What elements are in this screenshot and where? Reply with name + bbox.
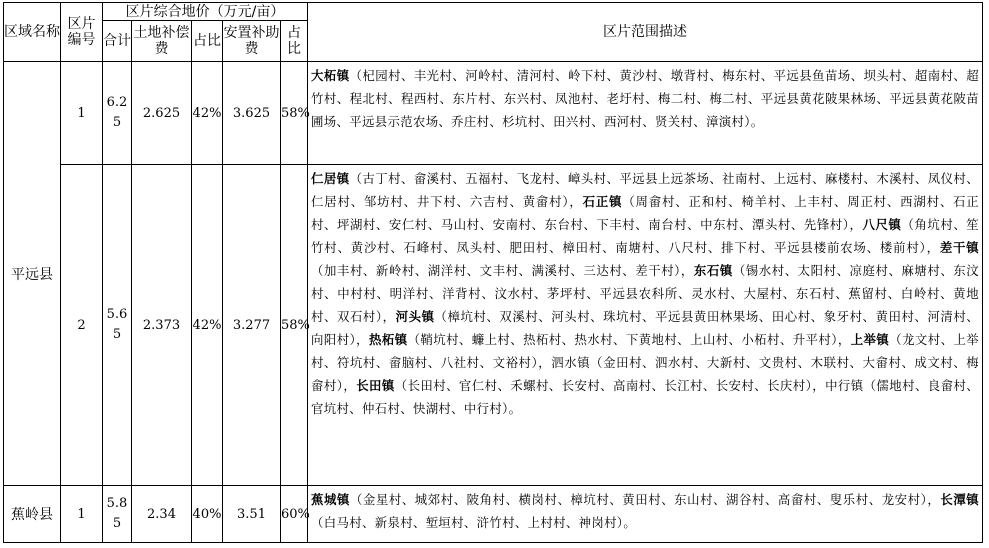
village-list: （樟坑村、双溪村、河头村、珠坑村、平远县黄田林果场、田心村、象牙村、黄田村、河清村、向阳村）， bbox=[311, 309, 980, 347]
town-name: 长田镇 bbox=[356, 378, 395, 393]
village-list: （杞园村、丰光村、河岭村、清河村、岭下村、黄沙村、墩背村、梅东村、平远县鱼苗场、坝头村、超南村、超竹村、程北村、程西村、东片村、东兴村、凤池村、老圩村、梅二村、梅二村、平远县黄花陂果林场、平远县黄花陂苗圃场、平远县示范农场、乔庄村、杉坑村、田兴村、西河村、贤关村、漳演村）。 bbox=[311, 68, 980, 129]
land-compensation-cell: 2.34 bbox=[132, 486, 192, 543]
town-name: 蕉城镇 bbox=[311, 492, 350, 507]
village-list: （加丰村、新岭村、湖洋村、文丰村、满溪村、三达村、差干村）， bbox=[311, 263, 694, 278]
table-row bbox=[4, 165, 983, 486]
region-cell: 蕉岭县 bbox=[4, 486, 61, 543]
ratio-resettlement-cell: 58% bbox=[281, 62, 308, 165]
village-list: （金星村、城郊村、陂角村、横岗村、樟坑村、黄田村、东山村、湖谷村、高畲村、叟乐村、龙安村）， bbox=[349, 492, 941, 507]
town-name: 长潭镇 bbox=[940, 492, 980, 507]
total-cell: 5.85 bbox=[103, 486, 132, 543]
resettlement-cell: 3.277 bbox=[223, 165, 281, 486]
ratio-resettlement-cell: 60% bbox=[281, 486, 308, 543]
header-scope-description: 区片范围描述 bbox=[308, 3, 983, 62]
header-ratio-land: 占比 bbox=[192, 21, 223, 62]
village-list: （龙文村、上举村、符坑村、畲脑村、八社村、文裕村），泗水镇（金田村、泗水村、大新村、文贵村、木联村、大畲村、成文村、梅畲村）， bbox=[311, 332, 980, 393]
land-price-table bbox=[3, 2, 983, 543]
ratio-resettlement-cell: 58% bbox=[281, 165, 308, 486]
village-list: （角坑村、笙竹村、黄沙村、石峰村、凤头村、肥田村、樟田村、南塘村、八尺村、排下村、平远县楼前农场、楼前村）， bbox=[311, 217, 980, 255]
zone-number-cell: 1 bbox=[61, 486, 103, 543]
town-name: 差干镇 bbox=[939, 240, 980, 255]
village-list: （鞘坑村、蠊上村、热柘村、热水村、下黄地村、上山村、小柘村、升平村）， bbox=[407, 332, 851, 347]
village-list: （古丁村、畲溪村、五福村、飞龙村、嶂头村、平远县上远茶场、社南村、上远村、麻楼村、木溪村、凤仪村、仁居村、邹坊村、井下村、六吉村、黄畲村）， bbox=[311, 171, 980, 209]
header-region-name: 区域名称 bbox=[4, 3, 61, 62]
header-zone-number: 区片编号 bbox=[61, 3, 103, 62]
town-name: 东石镇 bbox=[693, 263, 733, 278]
town-name: 石正镇 bbox=[582, 194, 623, 209]
village-list: （白马村、新泉村、堑垣村、浒竹村、上村村、神岗村）。 bbox=[311, 515, 637, 530]
town-name: 热柘镇 bbox=[369, 332, 408, 347]
scope-description-cell bbox=[308, 486, 983, 543]
town-name: 八尺镇 bbox=[862, 217, 902, 232]
header-ratio-resettlement: 占比 bbox=[281, 21, 308, 62]
header-resettlement: 安置补助费 bbox=[223, 21, 281, 62]
total-cell: 6.25 bbox=[103, 62, 132, 165]
scope-description-cell bbox=[308, 165, 983, 486]
town-name: 河头镇 bbox=[395, 309, 435, 324]
village-list: （长田村、官仁村、禾螺村、长安村、高南村、长江村、长安村、长庆村），中行镇（儒地村、良畲村、官坑村、仲石村、快湖村、中行村）。 bbox=[311, 378, 980, 416]
table-row bbox=[4, 62, 983, 165]
resettlement-cell: 3.51 bbox=[223, 486, 281, 543]
table-row bbox=[4, 486, 983, 543]
zone-number-cell: 2 bbox=[61, 165, 103, 486]
ratio-land-cell: 42% bbox=[192, 165, 223, 486]
resettlement-cell: 3.625 bbox=[223, 62, 281, 165]
land-compensation-cell: 2.373 bbox=[132, 165, 192, 486]
header-total: 合计 bbox=[103, 21, 132, 62]
ratio-land-cell: 42% bbox=[192, 62, 223, 165]
header-composite-price: 区片综合地价（万元/亩） bbox=[103, 3, 308, 21]
town-name: 上举镇 bbox=[850, 332, 890, 347]
scope-description-cell bbox=[308, 62, 983, 165]
village-list: （周畲村、正和村、椅羊村、上丰村、周正村、西湖村、石正村、坪湖村、安仁村、马山村、安南村、东台村、下丰村、南台村、中东村、潭头村、先锋村）， bbox=[311, 194, 980, 232]
region-cell: 平远县 bbox=[4, 62, 61, 486]
total-cell: 5.65 bbox=[103, 165, 132, 486]
town-name: 大柘镇 bbox=[311, 68, 350, 83]
land-compensation-cell: 2.625 bbox=[132, 62, 192, 165]
village-list: （锡水村、太阳村、凉庭村、麻塘村、东汶村、中村村、明洋村、洋背村、汶水村、茅坪村、平远县农科所、灵水村、大屋村、东石村、蕉留村、白岭村、黄地村、双石村）， bbox=[311, 263, 980, 324]
zone-number-cell: 1 bbox=[61, 62, 103, 165]
ratio-land-cell: 40% bbox=[192, 486, 223, 543]
town-name: 仁居镇 bbox=[311, 171, 350, 186]
header-land-compensation: 土地补偿费 bbox=[132, 21, 192, 62]
